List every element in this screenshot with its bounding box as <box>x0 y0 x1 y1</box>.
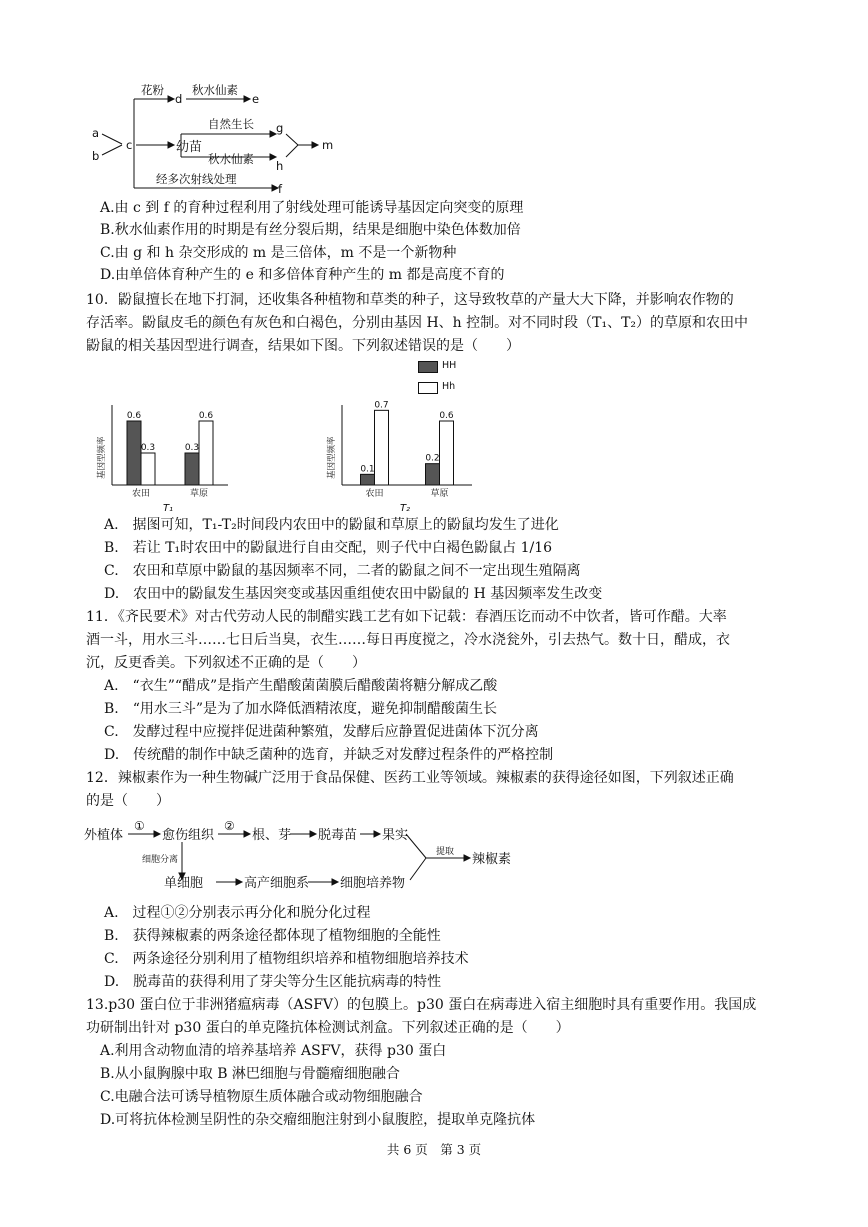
bar-hh-0 <box>141 453 155 485</box>
q13-option-b: B.从小鼠胸腺中取 B 淋巴细胞与骨髓瘤细胞融合 <box>100 1066 400 1082</box>
data-label: 0.1 <box>360 464 375 475</box>
q9-option-a: A.由 c 到 f 的育种过程利用了射线处理可能诱导基因定向突变的原理 <box>100 200 524 216</box>
label-step2: ② <box>224 819 235 833</box>
chart-legend <box>418 360 478 396</box>
x-axis-label: T₂ <box>399 503 411 514</box>
bar-hh-1 <box>440 421 454 485</box>
q10-option-a: A. 据图可知，T₁-T₂时间段内农田中的鼢鼠和草原上的鼢鼠均发生了进化 <box>104 517 559 533</box>
y-axis-label: 基因型频率 <box>97 436 107 479</box>
q10-option-c: C. 农田和草原中鼢鼠的基因频率不同，二者的鼢鼠之间不一定出现生殖隔离 <box>104 563 581 579</box>
q11-option-d: D. 传统醋的制作中缺乏菌种的选育，并缺乏对发酵过程条件的严格控制 <box>104 747 554 763</box>
data-label: 0.7 <box>374 400 389 411</box>
node-e: e <box>252 92 260 106</box>
node-h: h <box>276 159 284 173</box>
q12-option-d: D. 脱毒苗的获得利用了芽尖等分生区能抗病毒的特性 <box>104 974 442 990</box>
data-label: 0.6 <box>126 411 142 421</box>
q10-stem-line1: 10．鼢鼠擅长在地下打洞，还收集各种植物和草类的种子，这导致牧草的产量大大下降，并影响农作物的 <box>86 292 734 308</box>
node-high-yield-line: 高产细胞系 <box>244 876 310 891</box>
q12-stem-line2: 的是（ ） <box>86 793 170 809</box>
q10-stem-line2: 存活率。鼢鼠皮毛的颜色有灰色和白褐色，分别由基因 H、h 控制。对不同时段（T₁、T₂）的草原和农田中 <box>86 315 749 331</box>
q13-option-c: C.电融合法可诱导植物原生质体融合或动物细胞融合 <box>100 1089 423 1105</box>
q12-option-b: B. 获得辣椒素的两条途径都体现了植物细胞的全能性 <box>104 928 441 944</box>
node-fruit: 果实 <box>382 828 409 843</box>
node-d: d <box>175 92 183 106</box>
bar-hh-0 <box>127 421 141 485</box>
q11-option-b: B. “用水三斗”是为了加水降低酒精浓度，避免抑制醋酸菌生长 <box>104 701 498 717</box>
capsaicin-pathway-diagram <box>84 818 524 900</box>
node-b: b <box>92 149 100 163</box>
category-label: 草原 <box>430 489 449 499</box>
node-a: a <box>92 126 100 140</box>
q11-option-c: C. 发酵过程中应搅拌促进菌种繁殖，发酵后应静置促进菌体下沉分离 <box>104 724 539 740</box>
data-label: 0.6 <box>198 411 214 421</box>
q10-option-b: B. 若让 T₁时农田中的鼢鼠进行自由交配，则子代中白褐色鼢鼠占 1/16 <box>104 540 553 556</box>
bar-hh-1 <box>185 453 199 485</box>
breeding-diagram <box>86 82 356 197</box>
legend-swatch-hh <box>418 361 438 373</box>
q9-option-c: C.由 g 和 h 杂交形成的 m 是三倍体，m 不是一个新物种 <box>100 245 457 261</box>
label-natural-growth: 自然生长 <box>208 117 254 131</box>
label-step1: ① <box>134 819 145 833</box>
q11-stem-line1: 11．《齐民要术》对古代劳动人民的制醋实践工艺有如下记载：春酒压讫而动不中饮者，皆可作醋。大率 <box>86 609 727 625</box>
category-label: 草原 <box>189 489 209 499</box>
node-single-cell: 单细胞 <box>164 876 204 891</box>
label-extract: 提取 <box>436 847 455 857</box>
bar-hh-0 <box>375 410 389 485</box>
node-cell-culture: 细胞培养物 <box>340 876 406 891</box>
data-label: 0.3 <box>140 443 156 453</box>
q11-option-a: A. “衣生”“醋成”是指产生醋酸菌菌膜后醋酸菌将糖分解成乙酸 <box>104 678 498 694</box>
q10-stem-line3: 鼢鼠的相关基因型进行调查，结果如下图。下列叙述错误的是（ ） <box>86 338 520 354</box>
bar-chart-t1 <box>84 395 234 515</box>
q11-stem-line2: 酒一斗，用水三斗……七日后当臭，衣生……每日再度搅之，冷水浇瓮外，引去热气。数十日，醋成，衣 <box>86 632 730 648</box>
q13-stem-line1: 13.p30 蛋白位于非洲猪瘟病毒（ASFV）的包膜上。p30 蛋白在病毒进入宿主细胞时具有重要作用。我国成 <box>86 997 757 1013</box>
node-callus: 愈伤组织 <box>162 828 215 843</box>
label-cell-separation: 细胞分离 <box>142 855 179 865</box>
q10-option-d: D. 农田中的鼢鼠发生基因突变或基因重组使农田中鼢鼠的 H 基因频率发生改变 <box>104 586 603 602</box>
q12-option-c: C. 两条途径分别利用了植物组织培养和植物细胞培养技术 <box>104 951 469 967</box>
y-axis-label: 基因型频率 <box>327 436 337 479</box>
q13-option-a: A.利用含动物血清的培养基培养 ASFV，获得 p30 蛋白 <box>100 1043 447 1059</box>
q9-option-d: D.由单倍体育种产生的 e 和多倍体育种产生的 m 都是高度不育的 <box>100 267 505 283</box>
node-g: g <box>276 121 284 135</box>
node-virus-free-seedling: 脱毒苗 <box>318 828 358 843</box>
q13-option-d: D.可将抗体检测呈阴性的杂交瘤细胞注射到小鼠腹腔，提取单克隆抗体 <box>100 1112 536 1128</box>
node-explant: 外植体 <box>84 828 124 843</box>
node-root-bud: 根、芽 <box>252 828 292 843</box>
q12-stem-line1: 12．辣椒素作为一种生物碱广泛用于食品保健、医药工业等领域。辣椒素的获得途径如图，下列叙述正确 <box>86 770 734 786</box>
legend-label-hh: HH <box>442 360 457 371</box>
node-f: f <box>278 182 283 196</box>
q12-option-a: A. 过程①②分别表示再分化和脱分化过程 <box>104 905 371 921</box>
node-capsaicin: 辣椒素 <box>472 852 512 867</box>
q13-stem-line2: 功研制出针对 p30 蛋白的单克隆抗体检测试剂盒。下列叙述正确的是（ ） <box>86 1020 570 1036</box>
legend-label-hh-hetero: Hh <box>442 381 456 392</box>
node-m: m <box>322 138 334 152</box>
q9-option-b: B.秋水仙素作用的时期是有丝分裂后期，结果是细胞中染色体数加倍 <box>100 222 521 238</box>
data-label: 0.6 <box>439 411 454 421</box>
label-colchicine-2: 秋水仙素 <box>208 152 254 166</box>
label-radiation: 经多次射线处理 <box>156 172 237 186</box>
category-label: 农田 <box>131 489 151 499</box>
bar-chart-t2 <box>300 395 480 515</box>
label-colchicine-1: 秋水仙素 <box>192 83 238 97</box>
x-axis-label: T₁ <box>162 503 174 514</box>
legend-swatch-hh-hetero <box>418 382 438 394</box>
bar-hh-1 <box>426 464 440 485</box>
bar-hh-0 <box>361 474 375 485</box>
page-footer: 共 6 页 第 3 页 <box>386 1142 482 1157</box>
label-seedling: 幼苗 <box>176 140 203 155</box>
node-c: c <box>126 138 133 152</box>
label-pollen: 花粉 <box>141 83 164 97</box>
bar-hh-1 <box>199 421 213 485</box>
data-label: 0.3 <box>184 443 200 453</box>
category-label: 农田 <box>365 489 384 499</box>
data-label: 0.2 <box>425 453 440 464</box>
q11-stem-line3: 沉，反更香美。下列叙述不正确的是（ ） <box>86 655 366 671</box>
